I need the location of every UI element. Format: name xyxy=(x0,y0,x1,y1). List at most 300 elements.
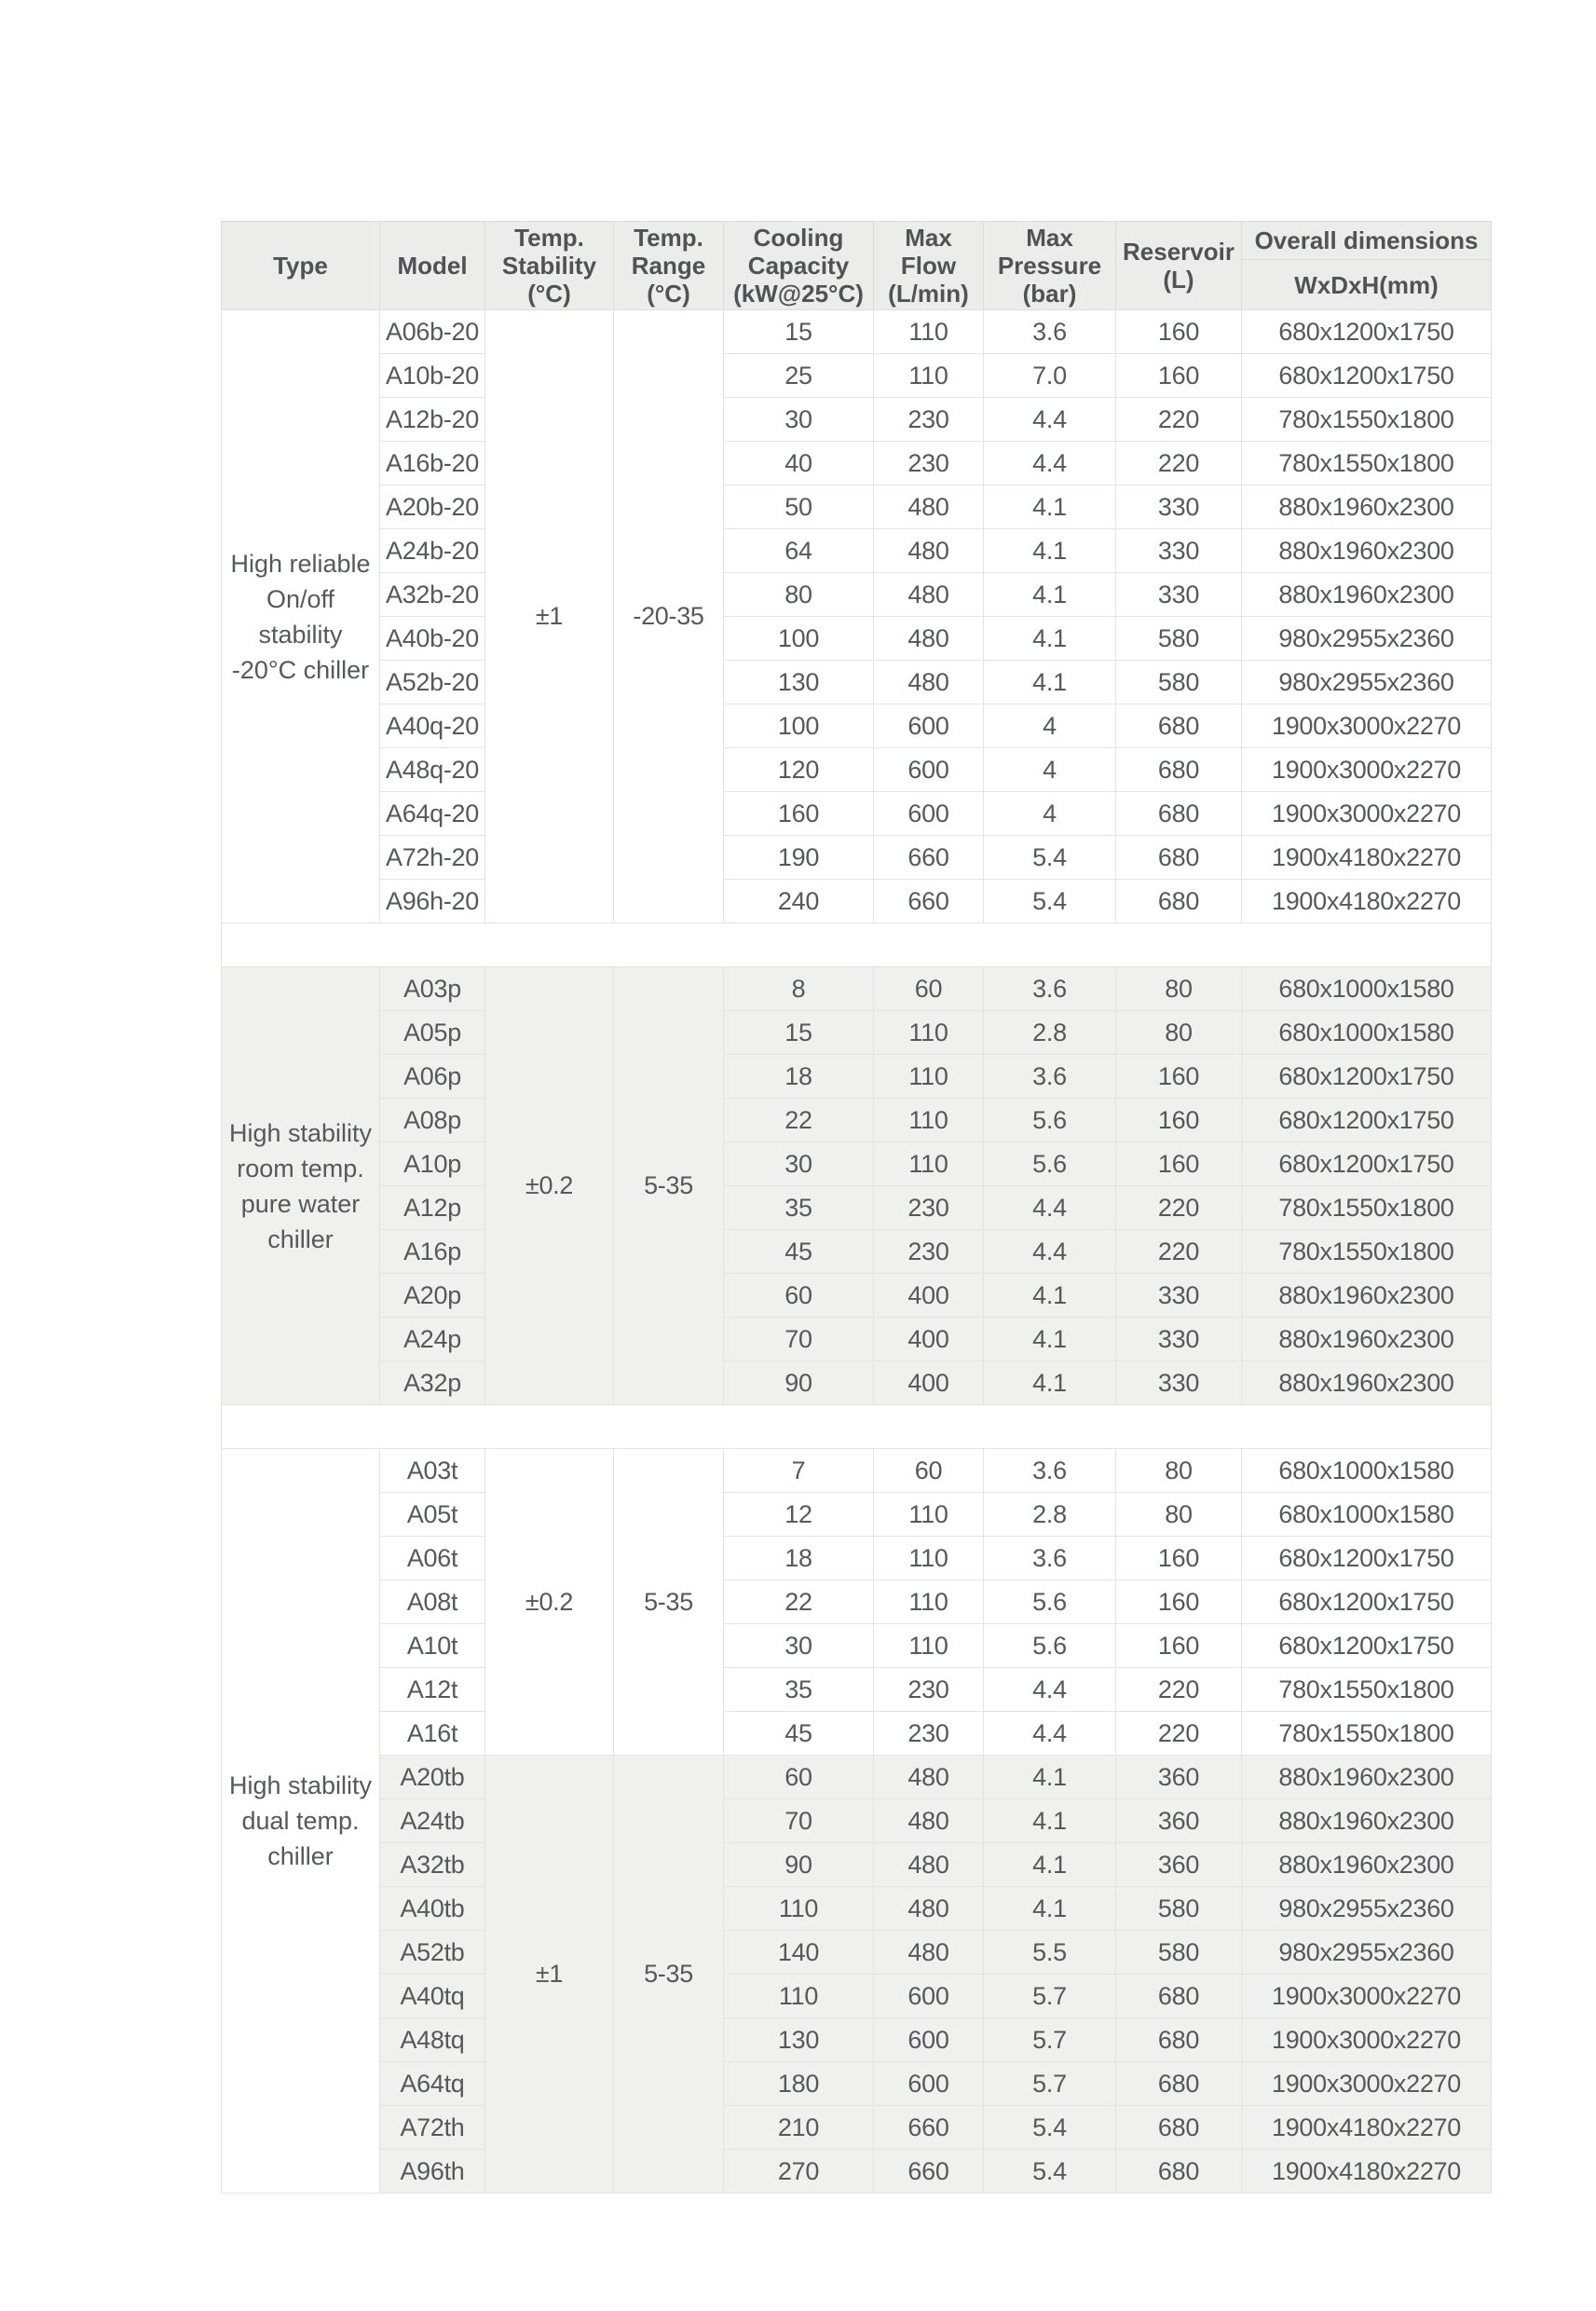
type-cell: High stability room temp. pure water chiller xyxy=(222,967,380,1405)
spec-row xyxy=(222,1712,1492,1756)
dimensions-cell: 1900x3000x2270 xyxy=(1242,748,1492,792)
reservoir-cell: 330 xyxy=(1116,1274,1242,1318)
spec-table-body xyxy=(222,310,1492,2194)
col-header-model: Model xyxy=(380,222,485,310)
dimensions-cell: 1900x3000x2270 xyxy=(1242,2018,1492,2062)
model-cell: A12t xyxy=(380,1668,485,1712)
dimensions-cell: 980x2955x2360 xyxy=(1242,661,1492,704)
reservoir-cell: 220 xyxy=(1116,1186,1242,1230)
max-flow-cell: 110 xyxy=(874,1580,984,1624)
max-pressure-cell: 2.8 xyxy=(984,1493,1116,1537)
model-cell: A20tb xyxy=(380,1756,485,1799)
cooling-capacity-cell: 30 xyxy=(724,1142,874,1186)
cooling-capacity-cell: 22 xyxy=(724,1099,874,1142)
spec-row xyxy=(222,2150,1492,2194)
cooling-capacity-cell: 70 xyxy=(724,1799,874,1843)
model-cell: A96th xyxy=(380,2150,485,2194)
spec-row xyxy=(222,310,1492,354)
dimensions-cell: 780x1550x1800 xyxy=(1242,1186,1492,1230)
cooling-capacity-cell: 110 xyxy=(724,1975,874,2018)
cooling-capacity-cell: 7 xyxy=(724,1449,874,1493)
max-flow-cell: 480 xyxy=(874,1799,984,1843)
cooling-capacity-cell: 190 xyxy=(724,836,874,880)
cooling-capacity-cell: 110 xyxy=(724,1887,874,1931)
max-flow-cell: 110 xyxy=(874,1537,984,1580)
reservoir-cell: 580 xyxy=(1116,617,1242,661)
dimensions-cell: 1900x4180x2270 xyxy=(1242,2150,1492,2194)
dimensions-cell: 680x1200x1750 xyxy=(1242,1099,1492,1142)
cooling-capacity-cell: 35 xyxy=(724,1668,874,1712)
spec-row xyxy=(222,1537,1492,1580)
max-flow-cell: 600 xyxy=(874,1975,984,2018)
cooling-capacity-cell: 130 xyxy=(724,661,874,704)
max-flow-cell: 600 xyxy=(874,2062,984,2106)
max-flow-cell: 230 xyxy=(874,1712,984,1756)
spec-row xyxy=(222,1799,1492,1843)
section-gap-cell xyxy=(222,923,1492,967)
cooling-capacity-cell: 160 xyxy=(724,792,874,836)
max-pressure-cell: 4.1 xyxy=(984,1361,1116,1405)
model-cell: A03t xyxy=(380,1449,485,1493)
model-cell: A12b-20 xyxy=(380,398,485,442)
max-flow-cell: 480 xyxy=(874,1756,984,1799)
max-pressure-cell: 4.4 xyxy=(984,1668,1116,1712)
dimensions-cell: 680x1000x1580 xyxy=(1242,1493,1492,1537)
reservoir-cell: 360 xyxy=(1116,1799,1242,1843)
temp-stability-cell: ±0.2 xyxy=(485,1449,614,1756)
dimensions-cell: 880x1960x2300 xyxy=(1242,1361,1492,1405)
cooling-capacity-cell: 30 xyxy=(724,398,874,442)
max-pressure-cell: 4.4 xyxy=(984,442,1116,485)
model-cell: A32tb xyxy=(380,1843,485,1887)
max-pressure-cell: 5.4 xyxy=(984,2150,1116,2194)
cooling-capacity-cell: 25 xyxy=(724,354,874,398)
dimensions-cell: 1900x4180x2270 xyxy=(1242,880,1492,923)
temp-stability-cell: ±1 xyxy=(485,1756,614,2194)
max-pressure-cell: 4.1 xyxy=(984,573,1116,617)
cooling-capacity-cell: 45 xyxy=(724,1230,874,1274)
max-pressure-cell: 4.4 xyxy=(984,398,1116,442)
cooling-capacity-cell: 270 xyxy=(724,2150,874,2194)
reservoir-cell: 680 xyxy=(1116,880,1242,923)
spec-row xyxy=(222,1493,1492,1537)
dimensions-cell: 780x1550x1800 xyxy=(1242,1230,1492,1274)
model-cell: A24b-20 xyxy=(380,529,485,573)
model-cell: A96h-20 xyxy=(380,880,485,923)
dimensions-cell: 1900x4180x2270 xyxy=(1242,2106,1492,2150)
spec-row xyxy=(222,1099,1492,1142)
model-cell: A24tb xyxy=(380,1799,485,1843)
spec-row xyxy=(222,1580,1492,1624)
spec-row xyxy=(222,573,1492,617)
dimensions-cell: 680x1200x1750 xyxy=(1242,310,1492,354)
model-cell: A05t xyxy=(380,1493,485,1537)
reservoir-cell: 80 xyxy=(1116,1449,1242,1493)
max-flow-cell: 660 xyxy=(874,2150,984,2194)
spec-row xyxy=(222,748,1492,792)
dimensions-cell: 780x1550x1800 xyxy=(1242,1668,1492,1712)
cooling-capacity-cell: 40 xyxy=(724,442,874,485)
max-flow-cell: 110 xyxy=(874,354,984,398)
model-cell: A20b-20 xyxy=(380,485,485,529)
reservoir-cell: 220 xyxy=(1116,442,1242,485)
max-pressure-cell: 5.4 xyxy=(984,2106,1116,2150)
spec-row xyxy=(222,880,1492,923)
model-cell: A05p xyxy=(380,1011,485,1055)
max-flow-cell: 110 xyxy=(874,1011,984,1055)
model-cell: A10t xyxy=(380,1624,485,1668)
max-flow-cell: 600 xyxy=(874,792,984,836)
model-cell: A16t xyxy=(380,1712,485,1756)
cooling-capacity-cell: 60 xyxy=(724,1274,874,1318)
max-flow-cell: 110 xyxy=(874,1142,984,1186)
max-flow-cell: 480 xyxy=(874,661,984,704)
max-pressure-cell: 4.1 xyxy=(984,1799,1116,1843)
max-pressure-cell: 4 xyxy=(984,704,1116,748)
model-cell: A40b-20 xyxy=(380,617,485,661)
cooling-capacity-cell: 50 xyxy=(724,485,874,529)
model-cell: A72h-20 xyxy=(380,836,485,880)
reservoir-cell: 160 xyxy=(1116,354,1242,398)
max-pressure-cell: 4.1 xyxy=(984,529,1116,573)
max-pressure-cell: 2.8 xyxy=(984,1011,1116,1055)
cooling-capacity-cell: 90 xyxy=(724,1843,874,1887)
max-pressure-cell: 3.6 xyxy=(984,1537,1116,1580)
temp-range-cell: 5-35 xyxy=(614,1756,724,2194)
spec-row xyxy=(222,967,1492,1011)
spec-row xyxy=(222,617,1492,661)
cooling-capacity-cell: 22 xyxy=(724,1580,874,1624)
spec-row xyxy=(222,1318,1492,1361)
spec-row xyxy=(222,1887,1492,1931)
section-gap-row xyxy=(222,923,1492,967)
model-cell: A32p xyxy=(380,1361,485,1405)
reservoir-cell: 80 xyxy=(1116,1011,1242,1055)
spec-row xyxy=(222,792,1492,836)
dimensions-cell: 1900x3000x2270 xyxy=(1242,2062,1492,2106)
max-flow-cell: 600 xyxy=(874,748,984,792)
dimensions-cell: 1900x3000x2270 xyxy=(1242,1975,1492,2018)
col-header-max-flow: Max Flow (L/min) xyxy=(874,222,984,310)
max-pressure-cell: 5.4 xyxy=(984,836,1116,880)
reservoir-cell: 330 xyxy=(1116,1318,1242,1361)
cooling-capacity-cell: 90 xyxy=(724,1361,874,1405)
max-flow-cell: 480 xyxy=(874,1887,984,1931)
max-flow-cell: 480 xyxy=(874,573,984,617)
max-flow-cell: 660 xyxy=(874,836,984,880)
model-cell: A40tq xyxy=(380,1975,485,2018)
spec-row xyxy=(222,1449,1492,1493)
cooling-capacity-cell: 80 xyxy=(724,573,874,617)
spec-row xyxy=(222,1142,1492,1186)
reservoir-cell: 680 xyxy=(1116,2018,1242,2062)
dimensions-cell: 680x1200x1750 xyxy=(1242,1537,1492,1580)
spec-row xyxy=(222,1931,1492,1975)
temp-range-cell: 5-35 xyxy=(614,1449,724,1756)
cooling-capacity-cell: 240 xyxy=(724,880,874,923)
cooling-capacity-cell: 18 xyxy=(724,1055,874,1099)
cooling-capacity-cell: 64 xyxy=(724,529,874,573)
max-pressure-cell: 4.4 xyxy=(984,1230,1116,1274)
max-flow-cell: 230 xyxy=(874,442,984,485)
model-cell: A16b-20 xyxy=(380,442,485,485)
spec-row xyxy=(222,1624,1492,1668)
dimensions-cell: 880x1960x2300 xyxy=(1242,1843,1492,1887)
col-header-temp-stability: Temp. Stability (°C) xyxy=(485,222,614,310)
max-pressure-cell: 4.1 xyxy=(984,485,1116,529)
reservoir-cell: 580 xyxy=(1116,1887,1242,1931)
table-header xyxy=(222,222,1492,310)
header-row-1 xyxy=(222,222,1492,260)
model-cell: A52b-20 xyxy=(380,661,485,704)
dimensions-cell: 1900x3000x2270 xyxy=(1242,792,1492,836)
spec-row xyxy=(222,1230,1492,1274)
reservoir-cell: 360 xyxy=(1116,1756,1242,1799)
reservoir-cell: 220 xyxy=(1116,1712,1242,1756)
col-header-type: Type xyxy=(222,222,380,310)
type-cell: High reliable On/off stability -20°C chiller xyxy=(222,310,380,923)
reservoir-cell: 680 xyxy=(1116,704,1242,748)
spec-row xyxy=(222,704,1492,748)
max-pressure-cell: 5.6 xyxy=(984,1099,1116,1142)
dimensions-cell: 880x1960x2300 xyxy=(1242,1756,1492,1799)
dimensions-cell: 780x1550x1800 xyxy=(1242,398,1492,442)
spec-row xyxy=(222,2018,1492,2062)
model-cell: A32b-20 xyxy=(380,573,485,617)
reservoir-cell: 80 xyxy=(1116,967,1242,1011)
model-cell: A64q-20 xyxy=(380,792,485,836)
col-header-max-pressure: Max Pressure (bar) xyxy=(984,222,1116,310)
dimensions-cell: 780x1550x1800 xyxy=(1242,442,1492,485)
reservoir-cell: 160 xyxy=(1116,1580,1242,1624)
reservoir-cell: 680 xyxy=(1116,1975,1242,2018)
spec-row xyxy=(222,2106,1492,2150)
dimensions-cell: 1900x4180x2270 xyxy=(1242,836,1492,880)
model-cell: A03p xyxy=(380,967,485,1011)
cooling-capacity-cell: 180 xyxy=(724,2062,874,2106)
max-flow-cell: 480 xyxy=(874,529,984,573)
temp-range-cell: -20-35 xyxy=(614,310,724,923)
chiller-spec-table xyxy=(221,221,1492,2194)
max-flow-cell: 400 xyxy=(874,1361,984,1405)
max-flow-cell: 110 xyxy=(874,310,984,354)
dimensions-cell: 880x1960x2300 xyxy=(1242,485,1492,529)
reservoir-cell: 680 xyxy=(1116,2150,1242,2194)
cooling-capacity-cell: 60 xyxy=(724,1756,874,1799)
col-header-temp-range: Temp. Range (°C) xyxy=(614,222,724,310)
max-pressure-cell: 5.4 xyxy=(984,880,1116,923)
spec-row xyxy=(222,2062,1492,2106)
max-pressure-cell: 4.1 xyxy=(984,1274,1116,1318)
max-flow-cell: 400 xyxy=(874,1318,984,1361)
max-flow-cell: 600 xyxy=(874,2018,984,2062)
max-flow-cell: 60 xyxy=(874,967,984,1011)
col-header-reservoir: Reservoir (L) xyxy=(1116,222,1242,310)
max-flow-cell: 480 xyxy=(874,1931,984,1975)
model-cell: A48q-20 xyxy=(380,748,485,792)
col-header-cooling-capacity: Cooling Capacity (kW@25°C) xyxy=(724,222,874,310)
max-pressure-cell: 7.0 xyxy=(984,354,1116,398)
model-cell: A06t xyxy=(380,1537,485,1580)
max-pressure-cell: 4 xyxy=(984,792,1116,836)
cooling-capacity-cell: 100 xyxy=(724,617,874,661)
cooling-capacity-cell: 70 xyxy=(724,1318,874,1361)
reservoir-cell: 220 xyxy=(1116,1668,1242,1712)
max-flow-cell: 480 xyxy=(874,1843,984,1887)
model-cell: A20p xyxy=(380,1274,485,1318)
reservoir-cell: 680 xyxy=(1116,836,1242,880)
spec-row xyxy=(222,836,1492,880)
reservoir-cell: 330 xyxy=(1116,485,1242,529)
max-flow-cell: 230 xyxy=(874,1186,984,1230)
model-cell: A40q-20 xyxy=(380,704,485,748)
dimensions-cell: 680x1200x1750 xyxy=(1242,354,1492,398)
spec-row xyxy=(222,529,1492,573)
cooling-capacity-cell: 210 xyxy=(724,2106,874,2150)
model-cell: A72th xyxy=(380,2106,485,2150)
spec-row xyxy=(222,1975,1492,2018)
max-flow-cell: 110 xyxy=(874,1624,984,1668)
max-flow-cell: 660 xyxy=(874,880,984,923)
dimensions-cell: 680x1000x1580 xyxy=(1242,967,1492,1011)
max-flow-cell: 600 xyxy=(874,704,984,748)
reservoir-cell: 680 xyxy=(1116,748,1242,792)
max-pressure-cell: 3.6 xyxy=(984,1055,1116,1099)
model-cell: A08t xyxy=(380,1580,485,1624)
reservoir-cell: 330 xyxy=(1116,573,1242,617)
reservoir-cell: 160 xyxy=(1116,1099,1242,1142)
max-flow-cell: 480 xyxy=(874,617,984,661)
max-flow-cell: 480 xyxy=(874,485,984,529)
model-cell: A16p xyxy=(380,1230,485,1274)
dimensions-cell: 680x1000x1580 xyxy=(1242,1449,1492,1493)
col-header-wxdxh: WxDxH(mm) xyxy=(1242,260,1492,310)
reservoir-cell: 160 xyxy=(1116,1537,1242,1580)
reservoir-cell: 680 xyxy=(1116,2062,1242,2106)
max-pressure-cell: 3.6 xyxy=(984,310,1116,354)
cooling-capacity-cell: 15 xyxy=(724,1011,874,1055)
dimensions-cell: 880x1960x2300 xyxy=(1242,573,1492,617)
reservoir-cell: 160 xyxy=(1116,1055,1242,1099)
max-pressure-cell: 5.5 xyxy=(984,1931,1116,1975)
model-cell: A06b-20 xyxy=(380,310,485,354)
max-pressure-cell: 3.6 xyxy=(984,967,1116,1011)
max-flow-cell: 230 xyxy=(874,1230,984,1274)
model-cell: A24p xyxy=(380,1318,485,1361)
model-cell: A08p xyxy=(380,1099,485,1142)
dimensions-cell: 880x1960x2300 xyxy=(1242,1799,1492,1843)
reservoir-cell: 330 xyxy=(1116,529,1242,573)
col-header-overall-dimensions: Overall dimensions xyxy=(1242,222,1492,260)
cooling-capacity-cell: 45 xyxy=(724,1712,874,1756)
max-pressure-cell: 5.6 xyxy=(984,1142,1116,1186)
dimensions-cell: 1900x3000x2270 xyxy=(1242,704,1492,748)
dimensions-cell: 980x2955x2360 xyxy=(1242,1931,1492,1975)
spec-row xyxy=(222,1756,1492,1799)
max-pressure-cell: 3.6 xyxy=(984,1449,1116,1493)
max-pressure-cell: 5.6 xyxy=(984,1580,1116,1624)
cooling-capacity-cell: 15 xyxy=(724,310,874,354)
spec-row xyxy=(222,354,1492,398)
spec-row xyxy=(222,1011,1492,1055)
reservoir-cell: 580 xyxy=(1116,661,1242,704)
dimensions-cell: 980x2955x2360 xyxy=(1242,1887,1492,1931)
reservoir-cell: 330 xyxy=(1116,1361,1242,1405)
dimensions-cell: 680x1200x1750 xyxy=(1242,1142,1492,1186)
dimensions-cell: 680x1200x1750 xyxy=(1242,1624,1492,1668)
cooling-capacity-cell: 30 xyxy=(724,1624,874,1668)
max-pressure-cell: 4.1 xyxy=(984,617,1116,661)
reservoir-cell: 160 xyxy=(1116,1142,1242,1186)
temp-stability-cell: ±0.2 xyxy=(485,967,614,1405)
cooling-capacity-cell: 100 xyxy=(724,704,874,748)
reservoir-cell: 220 xyxy=(1116,1230,1242,1274)
dimensions-cell: 880x1960x2300 xyxy=(1242,529,1492,573)
max-flow-cell: 400 xyxy=(874,1274,984,1318)
dimensions-cell: 880x1960x2300 xyxy=(1242,1274,1492,1318)
reservoir-cell: 80 xyxy=(1116,1493,1242,1537)
temp-stability-cell: ±1 xyxy=(485,310,614,923)
model-cell: A40tb xyxy=(380,1887,485,1931)
reservoir-cell: 220 xyxy=(1116,398,1242,442)
dimensions-cell: 980x2955x2360 xyxy=(1242,617,1492,661)
max-pressure-cell: 4 xyxy=(984,748,1116,792)
reservoir-cell: 580 xyxy=(1116,1931,1242,1975)
model-cell: A06p xyxy=(380,1055,485,1099)
max-pressure-cell: 4.1 xyxy=(984,1318,1116,1361)
type-cell: High stability dual temp. chiller xyxy=(222,1449,380,2194)
max-flow-cell: 660 xyxy=(874,2106,984,2150)
max-flow-cell: 230 xyxy=(874,1668,984,1712)
spec-row xyxy=(222,1274,1492,1318)
model-cell: A12p xyxy=(380,1186,485,1230)
max-flow-cell: 230 xyxy=(874,398,984,442)
dimensions-cell: 780x1550x1800 xyxy=(1242,1712,1492,1756)
cooling-capacity-cell: 12 xyxy=(724,1493,874,1537)
reservoir-cell: 680 xyxy=(1116,2106,1242,2150)
cooling-capacity-cell: 120 xyxy=(724,748,874,792)
spec-row xyxy=(222,1361,1492,1405)
spec-row xyxy=(222,485,1492,529)
max-pressure-cell: 4.1 xyxy=(984,661,1116,704)
dimensions-cell: 680x1200x1750 xyxy=(1242,1580,1492,1624)
cooling-capacity-cell: 18 xyxy=(724,1537,874,1580)
max-flow-cell: 60 xyxy=(874,1449,984,1493)
max-flow-cell: 110 xyxy=(874,1493,984,1537)
max-pressure-cell: 4.1 xyxy=(984,1887,1116,1931)
cooling-capacity-cell: 140 xyxy=(724,1931,874,1975)
reservoir-cell: 360 xyxy=(1116,1843,1242,1887)
spec-row xyxy=(222,661,1492,704)
max-pressure-cell: 5.7 xyxy=(984,1975,1116,2018)
max-pressure-cell: 5.7 xyxy=(984,2062,1116,2106)
max-flow-cell: 110 xyxy=(874,1099,984,1142)
section-gap-cell xyxy=(222,1405,1492,1449)
model-cell: A48tq xyxy=(380,2018,485,2062)
cooling-capacity-cell: 130 xyxy=(724,2018,874,2062)
max-pressure-cell: 4.1 xyxy=(984,1843,1116,1887)
max-pressure-cell: 5.7 xyxy=(984,2018,1116,2062)
reservoir-cell: 680 xyxy=(1116,792,1242,836)
cooling-capacity-cell: 8 xyxy=(724,967,874,1011)
reservoir-cell: 160 xyxy=(1116,310,1242,354)
section-gap-row xyxy=(222,1405,1492,1449)
max-pressure-cell: 4.1 xyxy=(984,1756,1116,1799)
temp-range-cell: 5-35 xyxy=(614,967,724,1405)
model-cell: A52tb xyxy=(380,1931,485,1975)
max-pressure-cell: 5.6 xyxy=(984,1624,1116,1668)
dimensions-cell: 680x1200x1750 xyxy=(1242,1055,1492,1099)
